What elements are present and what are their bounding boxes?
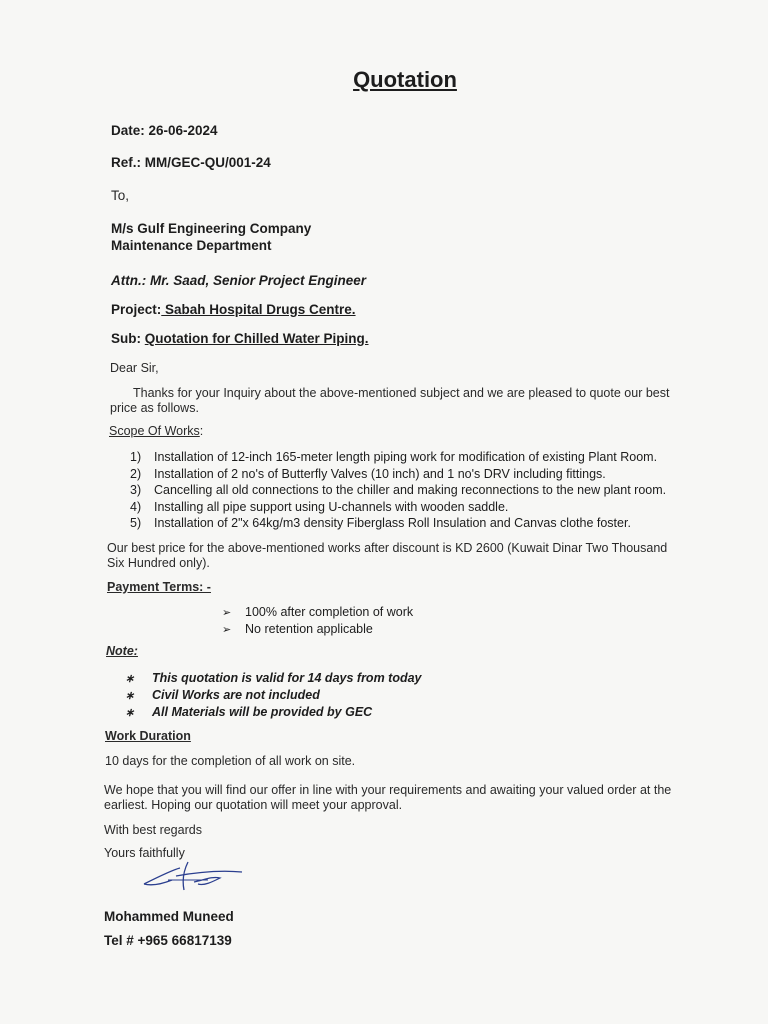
recipient-company: M/s Gulf Engineering Company — [111, 221, 312, 236]
salutation: Dear Sir, — [110, 361, 159, 375]
price-line-1: Our best price for the above-mentioned works after discount is KD 2600 (Kuwait Dinar Two Thousand — [107, 541, 668, 555]
scope-list — [110, 449, 666, 532]
closing-line-2: earliest. Hoping our quotation will meet your approval. — [104, 798, 403, 812]
signature-image — [138, 860, 248, 896]
note-list — [125, 670, 422, 721]
list-item — [125, 670, 422, 687]
signer-name: Mohammed Muneed — [104, 909, 234, 924]
list-text: Cancelling all old connections to the chiller and making reconnections to the new plant room. — [154, 483, 667, 497]
scope-heading-text: Scope Of Works — [109, 424, 200, 438]
list-number: 4) — [130, 499, 142, 514]
list-item — [110, 515, 666, 532]
recipient-department: Maintenance Department — [111, 238, 272, 253]
document-title: Quotation — [353, 67, 457, 92]
signer-telephone: Tel # +965 66817139 — [104, 933, 232, 948]
list-item — [110, 466, 666, 483]
to-line: To, — [111, 188, 130, 203]
reference-line: Ref.: MM/GEC-QU/001-24 — [111, 155, 271, 170]
date-line: Date: 26-06-2024 — [111, 123, 218, 138]
list-text: Installation of 2 no's of Butterfly Valves (10 inch) and 1 no's DRV including fittings. — [154, 466, 606, 481]
regards-line: With best regards — [104, 823, 202, 837]
duration-heading: Work Duration — [105, 729, 191, 743]
scope-heading-colon: : — [199, 424, 204, 438]
list-item — [222, 621, 413, 638]
list-text: Installation of 12-inch 165-meter length piping work for modification of existing Plant Room. — [154, 450, 658, 464]
subject-label: Sub: — [111, 331, 141, 346]
list-text: Installing all pipe support using U-channels with wooden saddle. — [154, 499, 509, 514]
price-line-2: Six Hundred only). — [107, 556, 210, 570]
list-text: All Materials will be provided by GEC — [152, 705, 373, 719]
arrow-bullet-icon: ➢ — [222, 623, 232, 636]
list-text: This quotation is valid for 14 days from today — [152, 671, 422, 685]
list-text: No retention applicable — [245, 621, 373, 636]
list-number: 3) — [130, 483, 142, 497]
list-item — [222, 604, 413, 621]
list-item — [110, 449, 666, 466]
duration-text: 10 days for the completion of all work on site. — [105, 754, 356, 768]
star-bullet-icon: ∗ — [125, 690, 135, 702]
arrow-bullet-icon: ➢ — [222, 607, 232, 619]
note-heading: Note: — [106, 644, 138, 658]
star-bullet-icon: ∗ — [125, 707, 135, 719]
list-item — [110, 482, 666, 499]
list-item — [110, 499, 666, 516]
subject-line — [111, 331, 369, 346]
project-label: Project: — [111, 302, 162, 317]
star-bullet-icon: ∗ — [125, 673, 135, 685]
intro-line-2: price as follows. — [110, 401, 199, 415]
payment-list — [222, 604, 413, 637]
list-text: 100% after completion of work — [245, 605, 414, 619]
list-number: 2) — [130, 466, 142, 481]
list-item — [125, 687, 422, 704]
payment-heading: Payment Terms: - — [107, 580, 211, 594]
project-value: Sabah Hospital Drugs Centre. — [161, 302, 356, 317]
list-number: 1) — [130, 450, 142, 464]
subject-value: Quotation for Chilled Water Piping. — [144, 331, 369, 346]
list-text: Installation of 2"x 64kg/m3 density Fiberglass Roll Insulation and Canvas clothe foster. — [154, 516, 631, 530]
scope-heading — [109, 424, 203, 438]
project-line — [111, 302, 356, 317]
list-number: 5) — [130, 516, 142, 530]
intro-line-1: Thanks for your Inquiry about the above-mentioned subject and we are pleased to quote our best — [133, 386, 670, 400]
closing-line-1: We hope that you will find our offer in line with your requirements and awaiting your valued order at the — [104, 783, 672, 797]
faithfully-line: Yours faithfully — [104, 846, 185, 860]
list-item — [125, 704, 422, 721]
list-text: Civil Works are not included — [152, 688, 320, 702]
attention-line: Attn.: Mr. Saad, Senior Project Engineer — [111, 273, 367, 288]
